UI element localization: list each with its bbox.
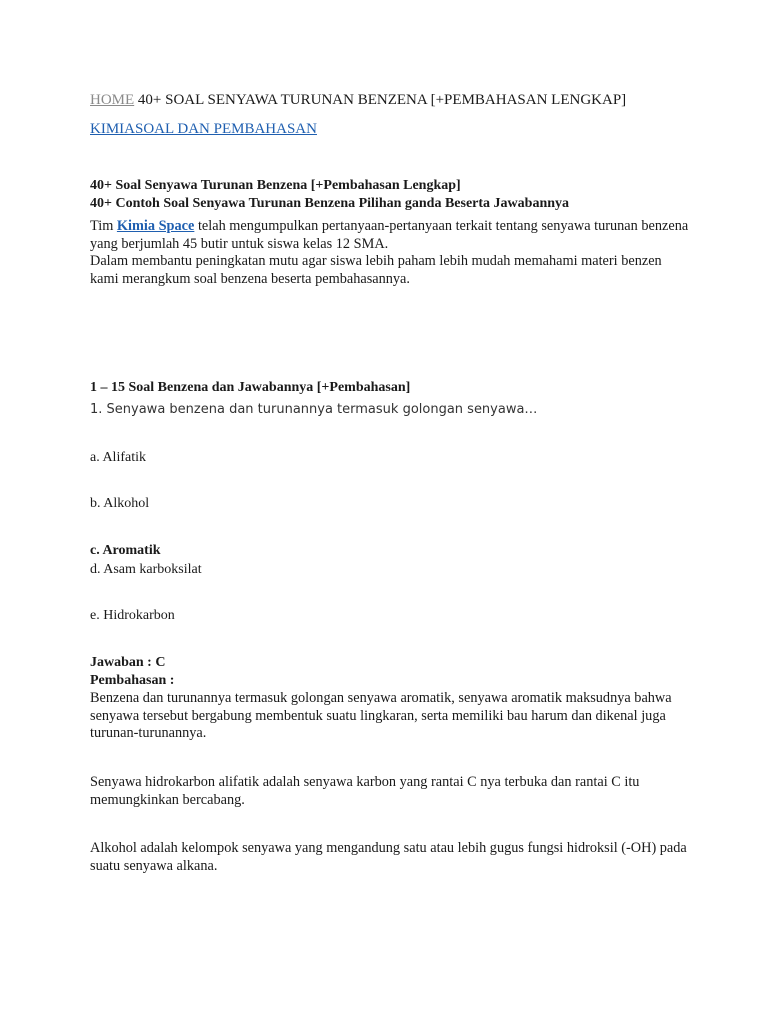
home-link[interactable]: HOME	[90, 92, 135, 108]
option-c: c. Aromatik	[90, 543, 161, 558]
option-b: b. Alkohol	[90, 496, 150, 511]
discussion-paragraph-3: Alkohol adalah kelompok senyawa yang mengandung satu atau lebih gugus fungsi hidroksil (-OH) pada suatu senyawa alkana.	[90, 840, 687, 874]
page-title: 40+ SOAL SENYAWA TURUNAN BENZENA [+PEMBAHASAN LENGKAP]	[137, 92, 627, 108]
kimia-space-link[interactable]: Kimia Space	[116, 218, 195, 234]
answer-label: Jawaban : C	[90, 655, 166, 670]
category-link[interactable]: KIMIASOAL DAN PEMBAHASAN	[90, 121, 317, 137]
option-e: e. Hidrokarbon	[90, 608, 175, 623]
option-d: d. Asam karboksilat	[90, 562, 202, 577]
section-title: 1 – 15 Soal Benzena dan Jawabannya [+Pembahasan]	[90, 380, 411, 395]
heading-main: 40+ Soal Senyawa Turunan Benzena [+Pembahasan Lengkap]	[90, 178, 461, 193]
intro-paragraph	[90, 218, 690, 253]
intro-tim: Tim	[90, 218, 114, 234]
discussion-label: Pembahasan :	[90, 673, 175, 688]
breadcrumb	[90, 92, 626, 109]
category-row	[90, 121, 317, 138]
heading-sub: 40+ Contoh Soal Senyawa Turunan Benzena Pilihan ganda Beserta Jawabannya	[90, 196, 570, 211]
intro-rest: telah mengumpulkan pertanyaan-pertanyaan terkait tentang senyawa turunan benzena yang berjumlah 45 butir untuk siswa kelas 12 SMA.	[90, 218, 689, 252]
question-text: 1. Senyawa benzena dan turunannya termasuk golongan senyawa…	[90, 402, 538, 417]
intro-paragraph-2: Dalam membantu peningkatan mutu agar siswa lebih paham lebih mudah memahami materi benzen kami merangkum soal benzena beserta pembahasannya.	[90, 253, 662, 287]
option-a: a. Alifatik	[90, 450, 146, 465]
discussion-paragraph-2: Senyawa hidrokarbon alifatik adalah senyawa karbon yang rantai C nya terbuka dan rantai C itu memungkinkan bercabang.	[90, 774, 640, 808]
discussion-paragraph-1: Benzena dan turunannya termasuk golongan senyawa aromatik, senyawa aromatik maksudnya bahwa senyawa tersebut bergabung membentuk suatu lingkaran, serta memiliki bau harum dan dikenal juga turunan-turunannya.	[90, 690, 672, 741]
